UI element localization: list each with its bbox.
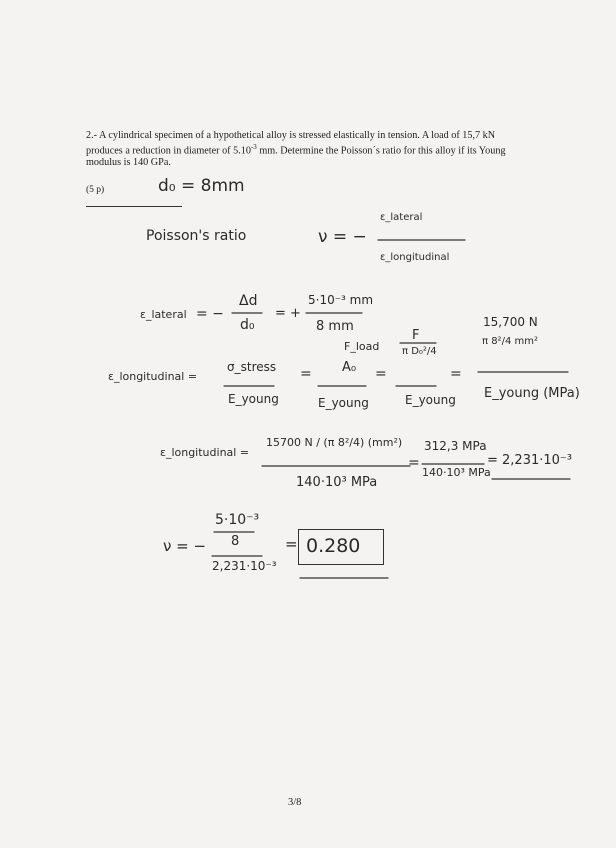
problem-text: 2.- A cylindrical specimen of a hypothetical alloy is stressed elastically in tension. A load of 15,7 kN produces a reduction in diameter of 5.10 <box>86 130 496 156</box>
calc-denominator: 140·10³ MPa <box>296 475 378 490</box>
d0-given: d₀ = 8mm <box>158 176 245 196</box>
equals-2: = <box>300 366 312 382</box>
result-value: = 2,231·10⁻³ <box>487 453 572 468</box>
result-numerator: 312,3 MPa <box>424 439 487 453</box>
force: F <box>412 328 420 343</box>
e-lateral-label: ε_lateral <box>140 308 187 321</box>
nu-final: ν = − <box>163 537 207 555</box>
delta-d: Δd <box>239 293 258 309</box>
equals-plus: = + <box>275 306 301 321</box>
equals-5: = <box>408 455 420 471</box>
answer: 0.280 <box>306 535 361 557</box>
area-value: π 8²/4 mm² <box>482 336 538 347</box>
e-longitudinal-denominator: ε_longitudinal <box>380 252 450 263</box>
page-number: 3/8 <box>288 797 302 808</box>
value-denominator: 8 mm <box>316 319 354 334</box>
e-longitudinal-label: ε_longitudinal = <box>108 370 198 383</box>
points-label: (5 p) <box>86 185 105 195</box>
poisson-label: Poisson's ratio <box>146 228 247 244</box>
force-value: 15,700 N <box>483 315 538 329</box>
fload: F_load <box>344 340 380 353</box>
fraction-denominator: 2,231·10⁻³ <box>212 559 277 573</box>
result-denominator: 140·10³ MPa <box>422 466 491 479</box>
value-numerator: 5·10⁻³ mm <box>308 293 374 307</box>
equals-4: = <box>450 366 462 382</box>
e-longitudinal-label-2: ε_longitudinal = <box>160 446 250 459</box>
problem-text-2: mm. Determine the Poisson´s ratio for this alloy if its Young modulus is 140 GPa. <box>86 144 506 168</box>
fraction-middle: 8 <box>231 534 240 549</box>
equals-6: = <box>285 535 298 553</box>
e-young-2: E_young <box>318 396 369 410</box>
nu-definition: ν = − <box>318 227 367 247</box>
e-lateral-numerator: ε_lateral <box>380 212 423 223</box>
calc-numerator: 15700 N / (π 8²/4) (mm²) <box>266 436 403 449</box>
e-young-1: E_young <box>228 392 279 406</box>
e-young-3: E_young <box>405 393 456 407</box>
a0: A₀ <box>342 360 357 375</box>
fraction-numerator: 5·10⁻³ <box>215 512 260 528</box>
stress: σ_stress <box>227 360 277 374</box>
equals-3: = <box>375 366 387 382</box>
e-young-mpa: E_young (MPa) <box>484 386 580 401</box>
pi-d0-area: π D₀²/4 <box>402 346 437 357</box>
equals-minus: = − <box>196 306 224 322</box>
problem-exponent: -3 <box>250 142 257 151</box>
d0-denominator: d₀ <box>240 317 255 333</box>
